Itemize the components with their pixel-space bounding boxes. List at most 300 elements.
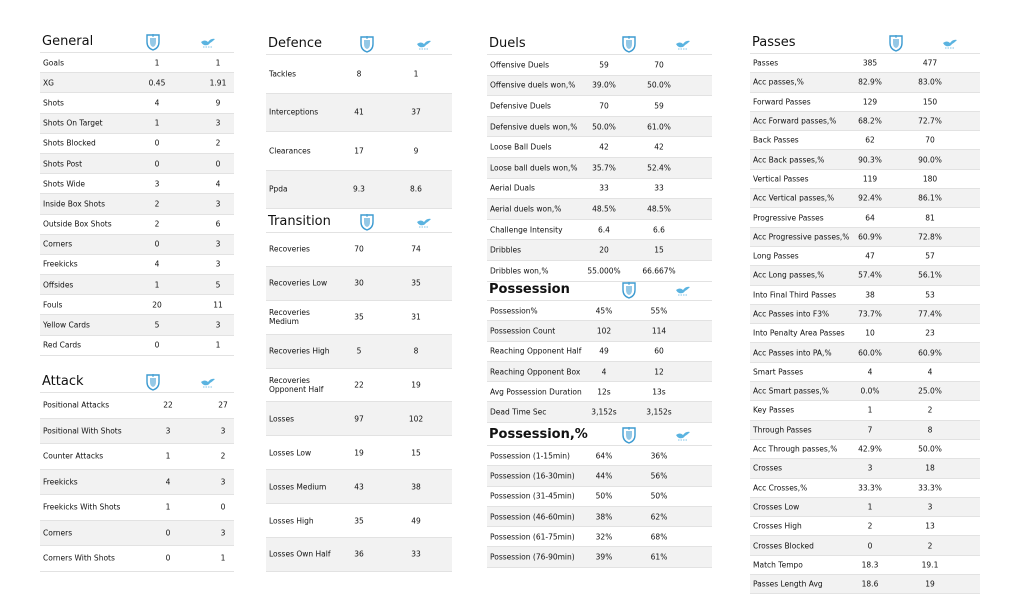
stat-label: Possession (61-75min) xyxy=(490,532,575,542)
away-value: 70 xyxy=(925,135,935,145)
away-value: 12 xyxy=(654,367,664,377)
stat-row xyxy=(487,158,712,179)
away-value: 49 xyxy=(411,516,421,526)
stat-row xyxy=(40,336,234,356)
stat-row xyxy=(40,235,234,255)
stat-row xyxy=(40,114,234,134)
away-value: 0 xyxy=(220,502,226,512)
away-value: 50.0% xyxy=(918,444,942,454)
away-value: 37 xyxy=(411,107,421,117)
home-value: 0 xyxy=(165,528,171,538)
away-value: 4 xyxy=(215,179,221,189)
panel-title: Transition xyxy=(268,214,331,229)
stat-label: Acc Forward passes,% xyxy=(753,116,837,126)
stat-label: Passes Length Avg xyxy=(753,579,823,589)
home-value: 33.3% xyxy=(858,483,882,493)
home-value: 5 xyxy=(154,320,160,330)
away-value: 3 xyxy=(215,199,221,209)
stat-label: Loose ball duels won,% xyxy=(490,163,578,173)
stat-label: Passes xyxy=(753,58,779,68)
stats-panel-transition xyxy=(266,212,452,572)
away-team-bird-icon xyxy=(200,33,216,51)
stat-row xyxy=(266,233,452,267)
stats-panel-possession xyxy=(487,280,712,423)
home-value: 2 xyxy=(154,199,160,209)
stat-row xyxy=(750,150,980,169)
stat-row xyxy=(40,546,234,572)
stat-row xyxy=(266,470,452,504)
home-value: 9.3 xyxy=(353,184,365,194)
stat-row xyxy=(750,517,980,536)
away-value: 3 xyxy=(215,239,221,249)
stat-label: Interceptions xyxy=(269,107,319,117)
stat-row xyxy=(487,301,712,321)
away-team-bird-icon xyxy=(200,373,216,391)
stat-row xyxy=(266,335,452,369)
stat-label: Crosses High xyxy=(753,521,802,531)
home-team-crest-icon xyxy=(359,213,375,231)
stat-label: Reaching Opponent Box xyxy=(490,367,581,377)
stat-label: Possession (76-90min) xyxy=(490,552,575,562)
away-value: 8.6 xyxy=(410,184,422,194)
panel-header xyxy=(487,425,712,446)
stat-row xyxy=(487,382,712,402)
away-value: 33 xyxy=(654,183,664,193)
away-value: 19 xyxy=(925,579,935,589)
away-value: 15 xyxy=(654,245,664,255)
home-value: 42 xyxy=(599,142,609,152)
stat-row xyxy=(40,495,234,521)
panel-title: General xyxy=(42,34,94,49)
away-value: 56% xyxy=(650,471,668,481)
away-value: 81 xyxy=(925,213,935,223)
home-value: 2 xyxy=(867,521,873,531)
stat-label: Loose Ball Duels xyxy=(490,142,552,152)
panel-header xyxy=(487,280,712,301)
away-value: 3,152s xyxy=(646,407,672,417)
home-value: 12s xyxy=(597,387,611,397)
stat-row xyxy=(40,73,234,93)
away-value: 2 xyxy=(215,138,221,148)
stat-label: Crosses Low xyxy=(753,502,800,512)
away-value: 3 xyxy=(220,426,226,436)
stat-row xyxy=(487,76,712,97)
away-value: 74 xyxy=(411,244,421,254)
stat-row xyxy=(750,208,980,227)
away-value: 90.0% xyxy=(918,155,942,165)
stat-row xyxy=(487,321,712,341)
stat-row xyxy=(750,286,980,305)
away-value: 61.0% xyxy=(647,122,671,132)
stat-row xyxy=(40,393,234,419)
stat-label: XG xyxy=(43,78,54,88)
away-value: 53 xyxy=(925,290,935,300)
away-value: 3 xyxy=(215,320,221,330)
home-value: 5 xyxy=(356,346,362,356)
away-value: 70 xyxy=(654,60,664,70)
home-value: 4 xyxy=(601,367,607,377)
stat-label: Shots Post xyxy=(43,159,83,169)
stat-label: Match Tempo xyxy=(753,560,803,570)
away-value: 180 xyxy=(922,174,938,184)
panel-header xyxy=(266,212,452,233)
stat-label: Reaching Opponent Half xyxy=(490,346,582,356)
away-value: 1 xyxy=(220,553,226,563)
stat-row xyxy=(750,440,980,459)
away-value: 55% xyxy=(650,306,668,316)
stat-row xyxy=(266,436,452,470)
home-value: 4 xyxy=(154,98,160,108)
stat-label: Offensive duels won,% xyxy=(490,80,576,90)
home-value: 3 xyxy=(165,426,171,436)
home-value: 38% xyxy=(595,512,613,522)
stat-label: Back Passes xyxy=(753,135,799,145)
away-value: 27 xyxy=(218,400,228,410)
home-value: 45% xyxy=(595,306,613,316)
away-value: 60 xyxy=(654,346,664,356)
stat-row xyxy=(750,556,980,575)
stat-row xyxy=(750,575,980,594)
stat-label: Losses High xyxy=(269,516,314,526)
stat-row xyxy=(750,479,980,498)
stat-row xyxy=(750,536,980,555)
away-value: 15 xyxy=(411,448,421,458)
stats-panel-attack xyxy=(40,372,234,572)
home-value: 50.0% xyxy=(592,122,616,132)
away-value: 61% xyxy=(650,552,668,562)
stat-row xyxy=(40,194,234,214)
panel-header xyxy=(40,32,234,53)
away-value: 13s xyxy=(652,387,666,397)
stat-label: Yellow Cards xyxy=(43,320,90,330)
away-value: 9 xyxy=(215,98,221,108)
away-team-bird-icon xyxy=(675,426,691,444)
home-value: 17 xyxy=(354,146,364,156)
stat-row xyxy=(750,382,980,401)
stat-label: Crosses Blocked xyxy=(753,541,814,551)
away-value: 56.1% xyxy=(918,270,942,280)
home-value: 0 xyxy=(154,340,160,350)
stat-row xyxy=(40,134,234,154)
stats-panel-defence xyxy=(266,34,452,209)
away-value: 6.6 xyxy=(653,225,665,235)
home-team-crest-icon xyxy=(359,35,375,53)
stat-label: Smart Passes xyxy=(753,367,804,377)
away-team-bird-icon xyxy=(675,281,691,299)
home-team-crest-icon xyxy=(621,35,637,53)
home-value: 0.0% xyxy=(860,386,880,396)
home-value: 68.2% xyxy=(858,116,882,126)
home-value: 6.4 xyxy=(598,225,610,235)
home-team-crest-icon xyxy=(621,281,637,299)
stat-label: Acc Long passes,% xyxy=(753,270,825,280)
away-value: 72.7% xyxy=(918,116,942,126)
stat-row xyxy=(750,228,980,247)
home-value: 41 xyxy=(354,107,364,117)
stat-label: Clearances xyxy=(269,146,311,156)
home-value: 18.6 xyxy=(861,579,879,589)
stat-label: Defensive duels won,% xyxy=(490,122,578,132)
stat-row xyxy=(40,255,234,275)
stat-label: Aerial Duals xyxy=(490,183,535,193)
home-value: 39% xyxy=(595,552,613,562)
away-value: 68% xyxy=(650,532,668,542)
stat-label: Corners With Shots xyxy=(43,553,115,563)
stat-row xyxy=(266,301,452,335)
home-value: 44% xyxy=(595,471,613,481)
stat-row xyxy=(266,94,452,133)
stat-row xyxy=(750,498,980,517)
stat-row xyxy=(266,267,452,301)
stat-row xyxy=(266,504,452,538)
stat-label: Outside Box Shots xyxy=(43,219,112,229)
stat-label: Aerial duels won,% xyxy=(490,204,562,214)
stat-label: Red Cards xyxy=(43,340,82,350)
away-value: 83.0% xyxy=(918,77,942,87)
stat-row xyxy=(40,470,234,496)
home-value: 0 xyxy=(154,239,160,249)
stat-label: Losses Medium xyxy=(269,482,327,492)
stat-row xyxy=(750,266,980,285)
stat-row xyxy=(487,487,712,507)
away-value: 6 xyxy=(215,219,221,229)
home-value: 48.5% xyxy=(592,204,616,214)
home-value: 64 xyxy=(865,213,875,223)
stat-row xyxy=(750,54,980,73)
stat-row xyxy=(487,261,712,282)
home-value: 102 xyxy=(596,326,612,336)
home-value: 39.0% xyxy=(592,80,616,90)
away-value: 42 xyxy=(654,142,664,152)
home-value: 20 xyxy=(152,300,162,310)
stat-label: Possession Count xyxy=(490,326,556,336)
stat-row xyxy=(487,137,712,158)
stats-panel-passes xyxy=(750,33,980,594)
stat-label: Positional With Shots xyxy=(43,426,122,436)
panel-title: Attack xyxy=(42,374,84,389)
away-value: 38 xyxy=(411,482,421,492)
home-value: 20 xyxy=(599,245,609,255)
stat-row xyxy=(750,131,980,150)
stat-label: Recoveries Low xyxy=(269,278,328,288)
panel-title: Defence xyxy=(268,36,322,51)
away-value: 3 xyxy=(220,528,226,538)
panel-header xyxy=(266,34,452,55)
home-team-crest-icon xyxy=(145,33,161,51)
home-value: 64% xyxy=(595,451,613,461)
stat-label: Dribbles xyxy=(490,245,522,255)
panel-title: Duels xyxy=(489,36,526,51)
away-value: 72.8% xyxy=(918,232,942,242)
stat-row xyxy=(750,93,980,112)
stat-row xyxy=(40,315,234,335)
stat-row xyxy=(487,527,712,547)
home-value: 35 xyxy=(354,516,364,526)
stat-row xyxy=(750,73,980,92)
stat-label: Defensive Duels xyxy=(490,101,551,111)
stat-label: Freekicks With Shots xyxy=(43,502,121,512)
home-value: 38 xyxy=(865,290,875,300)
home-value: 55.000% xyxy=(587,266,621,276)
away-value: 9 xyxy=(413,146,419,156)
home-value: 19 xyxy=(354,448,364,458)
stat-label: Losses Low xyxy=(269,448,312,458)
home-value: 1 xyxy=(154,58,160,68)
home-value: 119 xyxy=(862,174,878,184)
away-value: 0 xyxy=(215,159,221,169)
panel-header xyxy=(40,372,234,393)
stat-row xyxy=(40,521,234,547)
stat-row xyxy=(487,342,712,362)
away-value: 3 xyxy=(927,502,933,512)
home-value: 35.7% xyxy=(592,163,616,173)
home-value: 42.9% xyxy=(858,444,882,454)
stat-row xyxy=(487,446,712,466)
away-value: 48.5% xyxy=(647,204,671,214)
stat-row xyxy=(266,369,452,403)
stat-row xyxy=(40,444,234,470)
home-value: 2 xyxy=(154,219,160,229)
stat-label: Acc Back passes,% xyxy=(753,155,825,165)
home-value: 35 xyxy=(354,312,364,322)
stat-row xyxy=(487,55,712,76)
away-value: 1 xyxy=(215,340,221,350)
home-value: 82.9% xyxy=(858,77,882,87)
away-value: 150 xyxy=(922,97,938,107)
stat-label: Positional Attacks xyxy=(43,400,110,410)
away-value: 18 xyxy=(925,463,935,473)
away-value: 3 xyxy=(220,477,226,487)
home-value: 3 xyxy=(867,463,873,473)
stat-row xyxy=(750,343,980,362)
stat-row xyxy=(487,199,712,220)
away-value: 31 xyxy=(411,312,421,322)
stat-label: Avg Possession Duration xyxy=(490,387,582,397)
stat-label: Acc passes,% xyxy=(753,77,804,87)
home-value: 70 xyxy=(354,244,364,254)
stat-label: Corners xyxy=(43,239,73,249)
stat-label: Recoveries High xyxy=(269,346,330,356)
home-value: 7 xyxy=(867,425,873,435)
stats-panel-duels xyxy=(487,34,712,282)
stat-label: Possession (46-60min) xyxy=(490,512,575,522)
stat-label: Inside Box Shots xyxy=(43,199,105,209)
stat-row xyxy=(750,247,980,266)
home-value: 1 xyxy=(154,118,160,128)
stat-row xyxy=(266,171,452,210)
stat-row xyxy=(266,402,452,436)
away-value: 1.91 xyxy=(209,78,227,88)
stat-row xyxy=(487,220,712,241)
stat-row xyxy=(487,240,712,261)
home-value: 49 xyxy=(599,346,609,356)
stats-panel-general xyxy=(40,32,234,356)
stat-label: Shots On Target xyxy=(43,118,103,128)
home-value: 1 xyxy=(165,451,171,461)
stat-row xyxy=(750,421,980,440)
home-value: 36 xyxy=(354,549,364,559)
stat-label: Dribbles won,% xyxy=(490,266,549,276)
stat-label: Possession (1-15min) xyxy=(490,451,570,461)
away-value: 477 xyxy=(922,58,938,68)
stat-row xyxy=(40,419,234,445)
away-value: 50% xyxy=(650,491,668,501)
away-value: 1 xyxy=(215,58,221,68)
home-value: 3,152s xyxy=(591,407,617,417)
stat-row xyxy=(40,275,234,295)
stat-label: Corners xyxy=(43,528,73,538)
stat-row xyxy=(487,117,712,138)
stat-row xyxy=(750,401,980,420)
away-value: 3 xyxy=(215,259,221,269)
stat-label: Counter Attacks xyxy=(43,451,104,461)
away-value: 11 xyxy=(213,300,223,310)
away-value: 86.1% xyxy=(918,193,942,203)
stat-label: Fouls xyxy=(43,300,63,310)
home-value: 0 xyxy=(154,159,160,169)
stat-row xyxy=(750,363,980,382)
stat-row xyxy=(40,53,234,73)
home-value: 59 xyxy=(599,60,609,70)
stat-label: Long Passes xyxy=(753,251,799,261)
stat-label: Freekicks xyxy=(43,477,78,487)
stat-label: Vertical Passes xyxy=(753,174,809,184)
stat-label: Ppda xyxy=(269,184,288,194)
away-value: 1 xyxy=(413,69,419,79)
home-value: 62 xyxy=(865,135,875,145)
home-team-crest-icon xyxy=(621,426,637,444)
stat-row xyxy=(750,324,980,343)
stat-label: Acc Smart passes,% xyxy=(753,386,829,396)
away-team-bird-icon xyxy=(416,35,432,53)
home-value: 1 xyxy=(867,502,873,512)
stat-label: Forward Passes xyxy=(753,97,811,107)
away-value: 50.0% xyxy=(647,80,671,90)
home-value: 47 xyxy=(865,251,875,261)
away-value: 33.3% xyxy=(918,483,942,493)
stat-row xyxy=(266,132,452,171)
home-value: 92.4% xyxy=(858,193,882,203)
home-team-crest-icon xyxy=(888,34,904,52)
stat-label: Possession (16-30min) xyxy=(490,471,575,481)
stat-row xyxy=(487,179,712,200)
stat-row xyxy=(750,112,980,131)
home-value: 4 xyxy=(165,477,171,487)
home-value: 4 xyxy=(867,367,873,377)
home-value: 57.4% xyxy=(858,270,882,280)
stat-label: Key Passes xyxy=(753,405,795,415)
stat-row xyxy=(487,96,712,117)
stat-label: Acc Vertical passes,% xyxy=(753,193,835,203)
home-value: 1 xyxy=(165,502,171,512)
stat-label: Freekicks xyxy=(43,259,78,269)
home-team-crest-icon xyxy=(145,373,161,391)
home-value: 30 xyxy=(354,278,364,288)
home-value: 129 xyxy=(862,97,878,107)
stat-row xyxy=(750,459,980,478)
home-value: 0 xyxy=(165,553,171,563)
away-value: 19 xyxy=(411,380,421,390)
stat-label: Shots Blocked xyxy=(43,138,96,148)
stat-row xyxy=(40,154,234,174)
home-value: 50% xyxy=(595,491,613,501)
home-value: 73.7% xyxy=(858,309,882,319)
stat-label: Recoveries xyxy=(269,244,310,254)
panel-title: Passes xyxy=(752,35,796,50)
away-value: 57 xyxy=(925,251,935,261)
away-value: 8 xyxy=(927,425,933,435)
away-value: 2 xyxy=(220,451,226,461)
